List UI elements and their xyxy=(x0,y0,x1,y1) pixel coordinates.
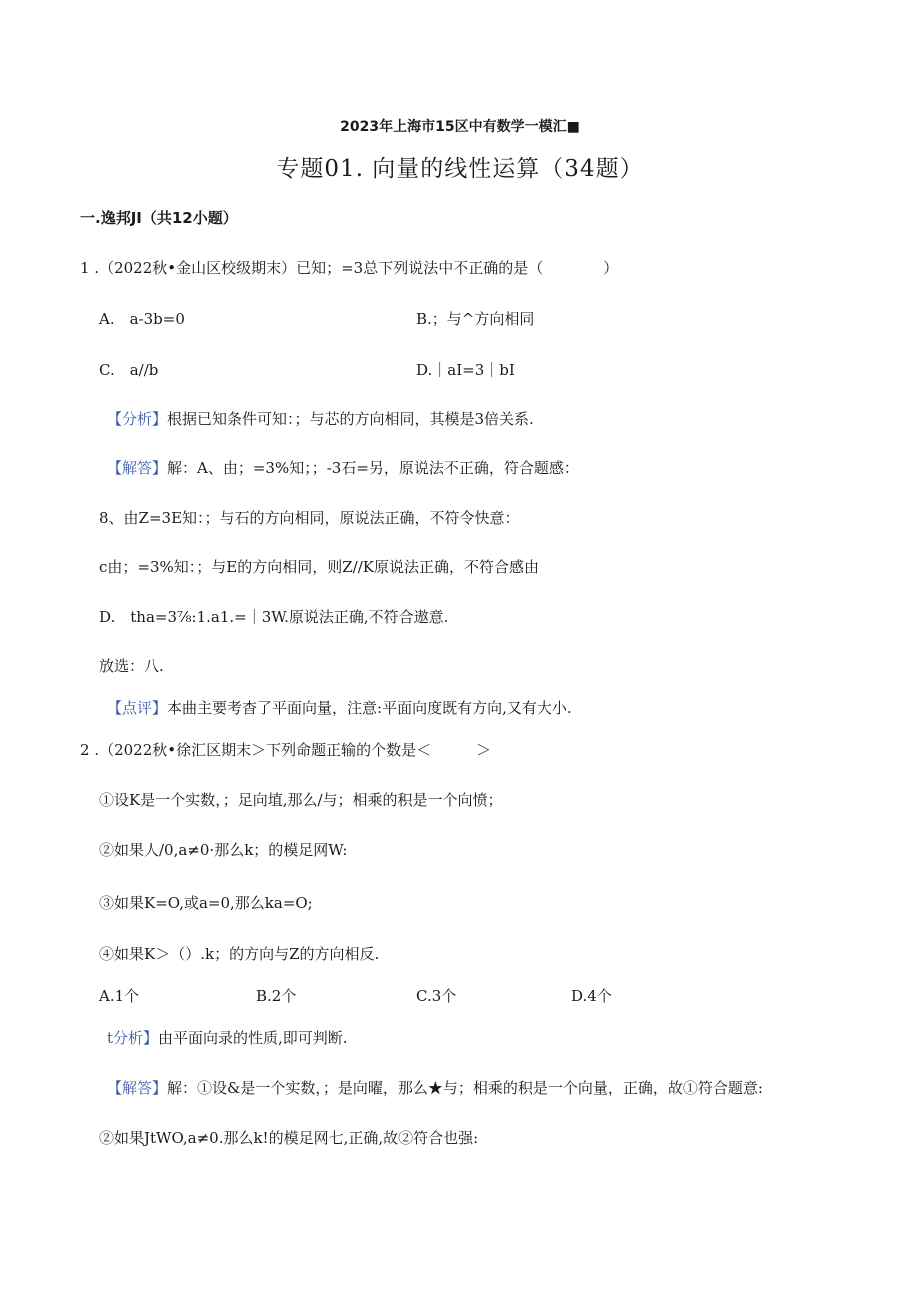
question-2-option-a: A.1个 xyxy=(99,987,140,1005)
question-1-option-a: A. a-3b=0 xyxy=(99,310,185,328)
question-1-option-c: C. a//b xyxy=(99,361,159,379)
question-1-stem: 1 .（2022秋•金山区校级期末）已知；=3总下列说法中不正确的是（ ） xyxy=(80,259,619,277)
question-2-item-1: ①设K是一个实数，；足向埴,那么/与；相乘的积是一个向愤； xyxy=(99,791,503,809)
question-2-option-d: D.4个 xyxy=(571,987,612,1005)
analysis-tag: 【分析】 xyxy=(107,410,168,428)
question-1-analysis xyxy=(107,408,534,429)
question-2-answer xyxy=(107,1077,763,1098)
answer-tag: 【解答】 xyxy=(107,459,168,477)
question-2-option-c: C.3个 xyxy=(416,987,457,1005)
question-2-item-2: ②如果人/0,a≠0·那么k；的模足网W: xyxy=(99,841,348,859)
question-1-comment xyxy=(107,697,572,718)
analysis-tag: t分析】 xyxy=(107,1029,159,1047)
answer-text: 解：A、由；=3%知；；-3石=另，原说法不正确，符合题感： xyxy=(167,459,579,477)
question-2-answer-2: ②如果JtWO,a≠0.那么k!的模足网七,正确,故②符合也强: xyxy=(99,1129,479,1147)
answer-tag: 【解答】 xyxy=(107,1079,168,1097)
question-1-answer-d: D. tha=3⅞:1.a1.=｜3W.原说法正确,不符合遨意. xyxy=(99,608,449,626)
question-1-answer-b: 8、由Z=3E知：；与石的方向相同，原说法正确，不符令快意： xyxy=(99,509,520,527)
question-1-choice: 放选：八. xyxy=(99,657,164,675)
document-title: 专题01. 向量的线性运算（34题） xyxy=(276,156,644,182)
question-2-item-4: ④如果K＞（）.k；的方向与Z的方向相反. xyxy=(99,945,380,963)
question-2-item-3: ③如果K=O,或a=0,那么ka=O; xyxy=(99,894,313,912)
answer-text: 解：①设&是一个实数，；是向曜，那么★与；相乘的积是一个向量，正确，故①符合题意: xyxy=(167,1079,763,1097)
question-2-stem: 2 .（2022秋•徐汇区期末＞下列命题正输的个数是＜ ＞ xyxy=(80,741,492,759)
question-2-analysis xyxy=(107,1027,348,1048)
question-1-answer-c: c由；=3%知：；与E的方向相同，则Z//K原说法正确，不符合感由 xyxy=(99,558,539,576)
analysis-text: 由平面向录的性质,即可判断. xyxy=(158,1029,348,1047)
question-2-option-b: B.2个 xyxy=(256,987,297,1005)
document-subtitle: 2023年上海市15区中有数学一模汇■ xyxy=(340,119,580,135)
question-1-option-d: D.｜aI=3｜bI xyxy=(416,361,515,379)
question-1-option-b: B.；与^方向相同 xyxy=(416,310,535,328)
question-1-answer xyxy=(107,457,579,478)
comment-tag: 【点评】 xyxy=(107,699,168,717)
comment-text: 本曲主要考杳了平面向量，注意:平面向度既有方向,又有大小. xyxy=(167,699,572,717)
analysis-text: 根据已知条件可知：；与芯的方向相同，其模是3倍关系. xyxy=(167,410,534,428)
section-heading: 一.逸邦JI（共12小题） xyxy=(80,209,238,227)
